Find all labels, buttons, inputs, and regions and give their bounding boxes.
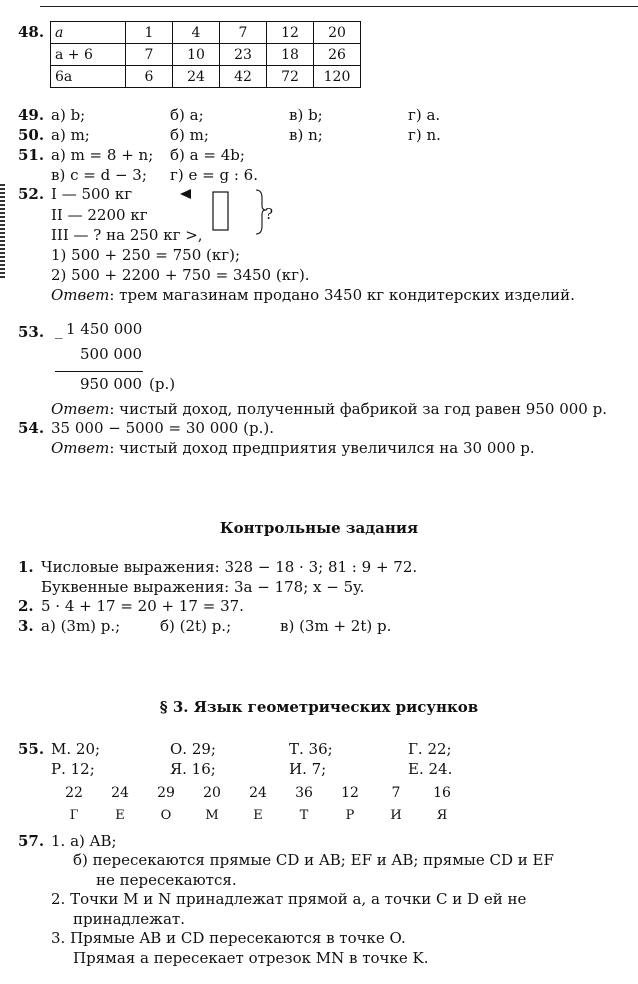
table-cell: a: [51, 22, 126, 44]
table-cell: 10: [173, 44, 220, 66]
answer-1b: б) пересекаются прямые CD и AB; EF и AB; прямые CD и EF: [73, 851, 554, 869]
answer-b: б) m;: [170, 126, 209, 144]
table-row: [51, 22, 361, 44]
minus-sign: _: [55, 321, 63, 339]
section-heading: Контрольные задания: [219, 519, 419, 537]
problem-number: 53.: [18, 323, 45, 341]
values-table: [50, 21, 361, 88]
answer-line: [51, 439, 535, 457]
answer-c: в) (3m + 2t) р.: [280, 617, 392, 635]
code-letter: Р: [345, 808, 355, 823]
table-cell: 12: [267, 22, 314, 44]
answer-label: Ответ: [51, 400, 110, 418]
answer-c: в) n;: [289, 126, 323, 144]
table-cell: 42: [220, 66, 267, 88]
code-number: 7: [391, 785, 401, 801]
numeric-expressions: Числовые выражения: 328 − 18 · 3; 81 : 9 + 72.: [41, 558, 418, 576]
answer-line: [51, 400, 607, 418]
problem-number: 57.: [18, 832, 45, 850]
bracket-box: [213, 192, 228, 230]
problem-number: 54.: [18, 419, 45, 437]
equation: 35 000 − 5000 = 30 000 (р.).: [51, 419, 274, 437]
binding-edge: [0, 184, 5, 278]
table-cell: 18: [267, 44, 314, 66]
letter-value: О. 29;: [170, 740, 216, 758]
calculation: 5 · 4 + 17 = 20 + 17 = 37.: [41, 597, 244, 615]
condition-line-3: III — ? на 250 кг >,: [51, 226, 203, 244]
table-cell: 20: [314, 22, 361, 44]
table-cell: a + 6: [51, 44, 126, 66]
item-number: 3.: [18, 617, 34, 635]
code-number: 24: [249, 785, 267, 801]
solution-step-1: 1) 500 + 250 = 750 (кг);: [51, 246, 241, 264]
problem-number: 52.: [18, 185, 45, 203]
answer-c: в) c = d − 3;: [51, 166, 147, 184]
item-number: 2.: [18, 597, 34, 615]
table-cell: 23: [220, 44, 267, 66]
table-cell: 7: [220, 22, 267, 44]
letter-value: Я. 16;: [170, 760, 216, 778]
letter-value: Т. 36;: [289, 740, 333, 758]
code-letter: Г: [69, 808, 79, 823]
problem-number: 48.: [18, 23, 45, 41]
solution-step-2: 2) 500 + 2200 + 750 = 3450 (кг).: [51, 266, 310, 284]
problem-number: 50.: [18, 126, 45, 144]
code-number: 29: [157, 785, 175, 801]
code-letter: О: [160, 808, 172, 823]
code-letter: Е: [253, 808, 263, 823]
arrow-icon: [180, 189, 191, 199]
code-letter: Т: [299, 808, 309, 823]
table-cell: 24: [173, 66, 220, 88]
code-number: 16: [433, 785, 451, 801]
table-row: [51, 44, 361, 66]
answer-b: б) a = 4b;: [170, 146, 245, 164]
answer-label: Ответ: [51, 286, 110, 304]
table-cell: 26: [314, 44, 361, 66]
problem-number: 55.: [18, 740, 45, 758]
condition-line-1: I — 500 кг: [51, 185, 133, 203]
letter-value: И. 7;: [289, 760, 327, 778]
difference: 950 000: [80, 375, 143, 393]
answer-label: Ответ: [51, 439, 110, 457]
code-number: 12: [341, 785, 359, 801]
table-cell: 120: [314, 66, 361, 88]
subtraction-line: [55, 371, 143, 372]
section-heading: § 3. Язык геометрических рисунков: [159, 698, 479, 716]
table-cell: 6a: [51, 66, 126, 88]
table-cell: 4: [173, 22, 220, 44]
answer-text: : чистый доход, полученный фабрикой за год равен 950 000 р.: [109, 400, 607, 418]
table-cell: 1: [126, 22, 173, 44]
problem-number: 49.: [18, 106, 45, 124]
letter-value: Р. 12;: [51, 760, 95, 778]
letter-expressions: Буквенные выражения: 3a − 178; x − 5y.: [41, 578, 365, 596]
code-letter: Е: [115, 808, 125, 823]
answer-3-cont: Прямая a пересекает отрезок MN в точке K.: [73, 949, 429, 967]
answer-text: : чистый доход предприятия увеличился на 30 000 р.: [109, 439, 535, 457]
answer-d: г) a.: [408, 106, 441, 124]
letter-value: Г. 22;: [408, 740, 452, 758]
code-letter: Я: [436, 808, 448, 823]
code-number: 20: [203, 785, 221, 801]
code-number: 36: [295, 785, 313, 801]
answer-d: г) e = g : 6.: [170, 166, 258, 184]
question-mark: ?: [265, 205, 274, 223]
table-cell: 7: [126, 44, 173, 66]
condition-line-2: II — 2200 кг: [51, 206, 148, 224]
answer-3: 3. Прямые AB и CD пересекаются в точке O.: [51, 929, 406, 947]
letter-value: М. 20;: [51, 740, 101, 758]
answer-a: а) (3m) р.;: [41, 617, 121, 635]
answer-1a: 1. а) AB;: [51, 832, 117, 850]
subtrahend: 500 000: [80, 345, 143, 363]
code-number: 22: [65, 785, 83, 801]
answer-a: а) b;: [51, 106, 86, 124]
answer-line: [51, 286, 575, 304]
item-number: 1.: [18, 558, 34, 576]
answer-2: 2. Точки M и N принадлежат прямой a, а точки C и D ей не: [51, 890, 527, 908]
answer-a: а) m;: [51, 126, 90, 144]
code-number: 24: [111, 785, 129, 801]
table-row: [51, 66, 361, 88]
answer-2-cont: принадлежат.: [73, 910, 185, 928]
problem-number: 51.: [18, 146, 45, 164]
code-letter: И: [390, 808, 402, 823]
answer-a: а) m = 8 + n;: [51, 146, 154, 164]
minuend: 1 450 000: [66, 320, 143, 338]
answer-b: б) a;: [170, 106, 204, 124]
answer-1b-cont: не пересекаются.: [96, 871, 237, 889]
answer-b: б) (2t) р.;: [160, 617, 232, 635]
answer-text: : трем магазинам продано 3450 кг кондитерских изделий.: [109, 286, 575, 304]
unit: (р.): [149, 375, 176, 393]
page-top-rule: [40, 6, 638, 7]
letter-value: Е. 24.: [408, 760, 453, 778]
table-cell: 6: [126, 66, 173, 88]
table-cell: 72: [267, 66, 314, 88]
answer-d: г) n.: [408, 126, 441, 144]
answer-c: в) b;: [289, 106, 323, 124]
code-letter: М: [205, 808, 219, 823]
